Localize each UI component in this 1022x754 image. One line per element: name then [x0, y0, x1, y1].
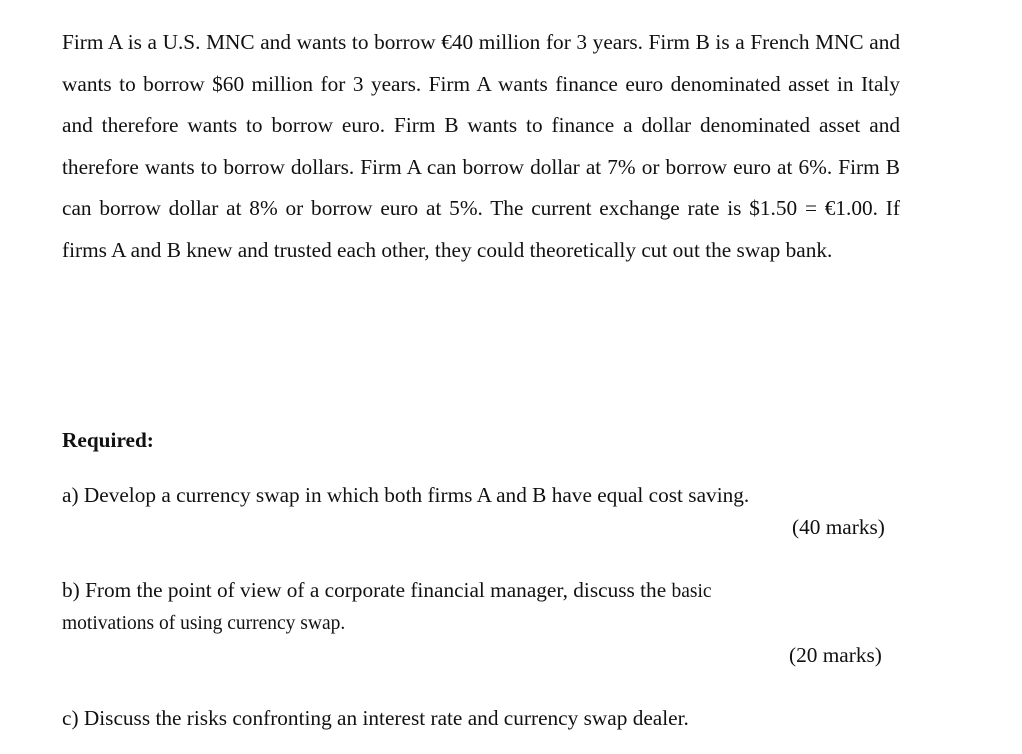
question-b-text-line1-main: b) From the point of view of a corporate financial manager, discuss the — [62, 578, 672, 602]
question-b-text-line1 — [62, 578, 712, 603]
question-b-text-line1-tail: basic — [671, 581, 712, 602]
required-heading: Required: — [62, 428, 154, 452]
question-c-text: c) Discuss the risks confronting an interest rate and currency swap dealer. — [62, 706, 689, 730]
question-b-text-line2: motivations of using currency swap. — [62, 613, 346, 634]
problem-statement: Firm A is a U.S. MNC and wants to borrow €40 million for 3 years. Firm B is a French MNC and wants to borrow $60 million for 3 years. Firm A wants finance euro denominated asset in Italy and therefore wants to borrow euro. Firm B wants to finance a dollar denominated asset and therefore wants to borrow dollars. Firm A can borrow dollar at 7% or borrow euro at 6%. Firm B can borrow dollar at 8% or borrow euro at 5%. The current exchange rate is $1.50 = €1.00. If firms A and B knew and trusted each other, they could theoretically cut out the swap bank. — [62, 30, 900, 262]
question-a-marks: (40 marks) — [792, 515, 885, 539]
question-a-text: a) Develop a currency swap in which both firms A and B have equal cost saving. — [62, 483, 750, 507]
question-b-marks: (20 marks) — [789, 643, 882, 667]
